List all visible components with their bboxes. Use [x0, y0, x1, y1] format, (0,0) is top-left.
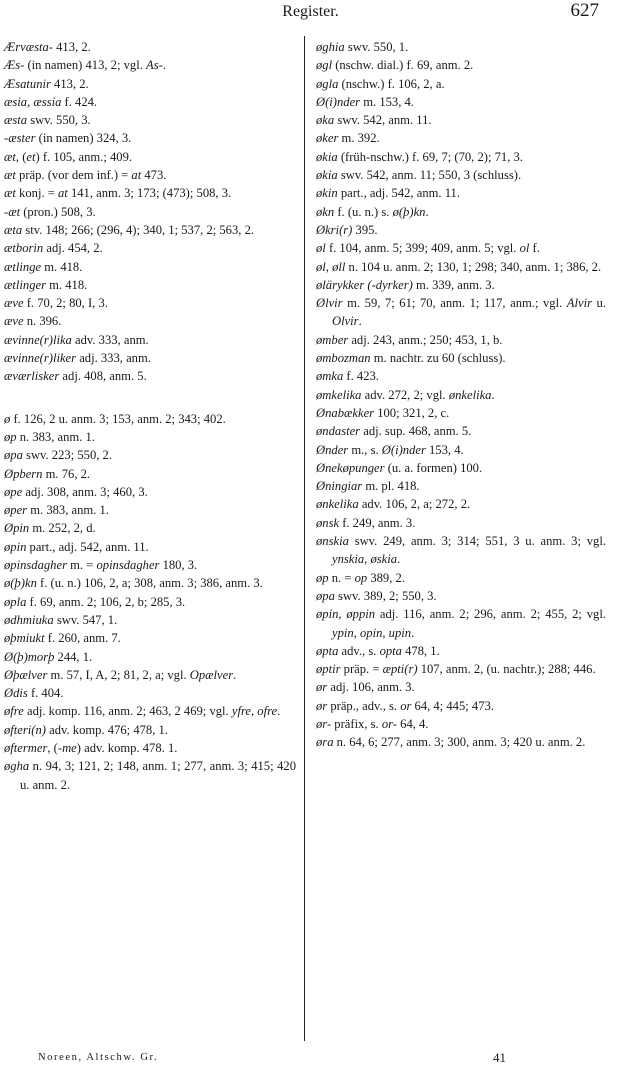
entry-headword: opinsdagher	[96, 558, 160, 573]
entry-headword: æsta	[4, 113, 28, 128]
entry-reference: f.	[529, 241, 540, 256]
entry-reference: adv. komp. 476; 478, 1.	[45, 722, 168, 737]
index-entry	[4, 111, 296, 129]
entry-headword: Ø(þ)morþ	[4, 649, 55, 664]
index-entry	[316, 495, 606, 513]
entry-headword: ødhmiuka	[4, 612, 54, 627]
index-entry	[4, 428, 296, 446]
index-entry	[316, 203, 606, 221]
entry-headword: ø(þ)kn	[4, 576, 37, 591]
entry-reference: swv. 550, 3.	[27, 113, 91, 128]
entry-reference: 100; 321, 2, c.	[374, 405, 450, 420]
index-entry	[316, 422, 606, 440]
index-entry	[316, 331, 606, 349]
index-entry	[316, 184, 606, 202]
sheet-number: 41	[493, 1050, 506, 1065]
entry-reference: m. 339, anm. 3.	[412, 277, 495, 292]
entry-headword: ølärykker (-dyrker)	[316, 277, 413, 292]
entry-reference: 473.	[141, 168, 167, 183]
entry-headword: Olvir	[332, 314, 359, 329]
entry-reference: konj. =	[15, 186, 58, 201]
index-entry	[4, 38, 296, 56]
index-entry	[4, 258, 296, 276]
entry-reference: präp., adv., s.	[327, 698, 401, 713]
entry-headword: ætborin	[4, 241, 44, 256]
entry-headword: or-	[381, 716, 397, 731]
entry-reference: m. 383, anm. 1.	[27, 503, 109, 518]
entry-reference: f. 126, 2 u. anm. 3; 153, anm. 2; 343; 402.	[10, 411, 226, 426]
entry-headword: æve	[4, 296, 24, 311]
entry-headword: Æsatunir	[4, 76, 51, 91]
entry-headword: Opælver	[189, 667, 234, 682]
index-entry	[316, 715, 606, 733]
index-entry	[4, 331, 296, 349]
index-entry	[4, 519, 296, 537]
section-gap	[4, 386, 296, 410]
index-entry	[316, 660, 606, 678]
index-entry	[4, 757, 296, 794]
entry-reference: adj. 106, anm. 3.	[327, 680, 415, 695]
index-entry	[4, 221, 296, 239]
entry-headword: øka	[316, 113, 335, 128]
entry-headword: Ø(i)nder	[316, 94, 361, 109]
entry-headword: øþmiukt	[4, 631, 45, 646]
entry-reference: m. =	[66, 558, 97, 573]
entry-reference: adv. 272, 2; vgl.	[361, 387, 449, 402]
entry-headword: Øþælver	[4, 667, 48, 682]
entry-headword: øpinsdagher	[4, 558, 67, 573]
entry-reference: adv. 106, 2, a; 272, 2.	[358, 497, 471, 512]
entry-headword: op	[354, 570, 368, 585]
entry-reference: 413, 2.	[50, 76, 89, 91]
page-number: 627	[570, 0, 599, 21]
entry-reference: swv. 542, anm. 11; 550, 3 (schluss).	[337, 168, 522, 183]
entry-headword: øfre	[4, 704, 24, 719]
entry-headword: As-	[146, 58, 163, 73]
entry-reference: , (	[15, 149, 27, 164]
index-entry	[316, 258, 606, 276]
entry-headword: ø(þ)kn	[392, 204, 426, 219]
index-entry	[316, 441, 606, 459]
entry-headword: øra	[316, 735, 334, 750]
entry-headword: ømkelika	[316, 387, 362, 402]
entry-reference: swv. 249, anm. 3; 314; 551, 3 u. anm. 3; vgl.	[348, 534, 606, 549]
index-entry	[4, 702, 296, 720]
index-entry	[4, 56, 296, 74]
index-entry	[316, 569, 606, 587]
entry-headword: Ø(i)nder	[381, 442, 426, 457]
index-entry	[4, 203, 296, 221]
index-entry	[4, 721, 296, 739]
entry-headword: øker	[316, 131, 339, 146]
entry-reference: adj. 308, anm. 3; 460, 3.	[22, 484, 148, 499]
entry-reference: 107, anm. 2, (u. nachtr.); 288; 446.	[417, 662, 596, 677]
entry-headword: æt	[4, 149, 16, 164]
entry-reference: .	[358, 314, 362, 329]
entry-reference: adj. komp. 116, anm. 2; 463, 2 469; vgl.	[23, 704, 232, 719]
entry-reference: f. 104, anm. 5; 399; 409, anm. 5; vgl.	[325, 241, 520, 256]
entry-reference: stv. 148; 266; (296, 4); 340, 1; 537, 2; 563, 2.	[22, 222, 255, 237]
entry-reference: m. 392.	[338, 131, 380, 146]
index-entry	[4, 410, 296, 428]
entry-reference: adj. 243, anm.; 250; 453, 1, b.	[348, 332, 503, 347]
entry-reference: 64, 4; 445; 473.	[411, 698, 494, 713]
entry-reference: adj. 116, anm. 2; 296, anm. 2; 455, 2; vgl.	[375, 607, 606, 622]
entry-reference: m. 418.	[45, 277, 88, 292]
right-column	[316, 38, 606, 752]
entry-headword: øptir	[316, 662, 341, 677]
entry-headword: ør-	[316, 716, 332, 731]
entry-headword: øl	[316, 241, 326, 256]
entry-headword: yfre, ofre	[231, 704, 278, 719]
entry-headword: øpa	[4, 448, 23, 463]
entry-reference: m. 59, 7; 61; 70, anm. 1; 117, anm.; vgl.	[342, 296, 567, 311]
index-entry	[316, 367, 606, 385]
index-entry	[316, 38, 606, 56]
entry-reference: (nschw. dial.) f. 69, anm. 2.	[332, 58, 474, 73]
column-divider	[304, 36, 305, 1041]
index-entry	[4, 556, 296, 574]
index-entry	[316, 532, 606, 569]
entry-reference: , (	[47, 740, 58, 755]
entry-reference: 153, 4.	[425, 442, 464, 457]
entry-headword: Økri(r)	[316, 222, 353, 237]
entry-reference: swv. 389, 2; 550, 3.	[334, 588, 437, 603]
entry-headword: ømka	[316, 369, 344, 384]
index-entry	[4, 483, 296, 501]
index-entry	[316, 477, 606, 495]
entry-reference: (pron.) 508, 3.	[20, 204, 96, 219]
entry-reference: ) adv. komp. 478. 1.	[76, 740, 178, 755]
index-entry	[316, 587, 606, 605]
entry-headword: ævinne(r)lika	[4, 332, 72, 347]
entry-headword: ævinne(r)liker	[4, 351, 77, 366]
entry-reference: part., adj. 542, anm. 11.	[337, 186, 460, 201]
entry-reference: .	[411, 625, 415, 640]
entry-reference: .	[233, 667, 237, 682]
entry-headword: Alvir	[566, 296, 592, 311]
running-title: Register.	[282, 3, 339, 20]
index-entry	[4, 239, 296, 257]
index-entry	[316, 514, 606, 532]
index-entry	[4, 312, 296, 330]
index-entry	[316, 75, 606, 93]
index-entry	[4, 538, 296, 556]
entry-headword: æværlisker	[4, 369, 60, 384]
entry-headword: ønskia	[316, 534, 349, 549]
index-entry	[4, 184, 296, 202]
entry-headword: et	[26, 149, 36, 164]
index-entry	[4, 465, 296, 483]
entry-headword: Ødis	[4, 686, 28, 701]
entry-reference: swv. 547, 1.	[53, 612, 118, 627]
entry-reference: (u. a. formen) 100.	[384, 460, 483, 475]
entry-reference: ) f. 105, anm.; 409.	[35, 149, 133, 164]
entry-headword: -æster	[4, 131, 36, 146]
entry-headword: øpe	[4, 484, 23, 499]
entry-headword: opta	[379, 643, 402, 658]
entry-reference: (nschw.) f. 106, 2, a.	[338, 76, 445, 91]
entry-reference: 413, 2.	[52, 40, 91, 54]
entry-reference: präp. =	[340, 662, 383, 677]
entry-headword: Ølvir	[316, 296, 343, 311]
entry-reference: n. 94, 3; 121, 2; 148, anm. 1; 277, anm. 3; 415; 420 u. anm. 2.	[20, 759, 296, 792]
entry-reference: (in namen) 324, 3.	[35, 131, 132, 146]
entry-reference: swv. 550, 1.	[344, 40, 409, 54]
entry-headword: øndaster	[316, 424, 361, 439]
entry-reference: f. 249, anm. 3.	[339, 515, 416, 530]
index-entry	[4, 446, 296, 464]
entry-reference: f. (u. n.) s.	[334, 204, 393, 219]
entry-reference: n. 104 u. anm. 2; 130, 1; 298; 340, anm. 1; 386, 2.	[345, 259, 602, 274]
entry-reference: part., adj. 542, anm. 11.	[26, 539, 149, 554]
entry-headword: æve	[4, 314, 24, 329]
index-entry	[316, 697, 606, 715]
entry-headword: Ønder	[316, 442, 349, 457]
index-entry	[316, 93, 606, 111]
entry-reference: .	[425, 204, 429, 219]
entry-reference: m. 76, 2.	[42, 466, 91, 481]
entry-headword: æpti(r)	[382, 662, 418, 677]
entry-headword: ynskia, øskia	[332, 552, 398, 567]
index-entry	[316, 239, 606, 257]
entry-headword: øftermer	[4, 740, 48, 755]
index-entry	[4, 367, 296, 385]
index-entry	[4, 93, 296, 111]
entry-headword: æsia, æssia	[4, 94, 62, 109]
entry-reference: swv. 223; 550, 2.	[22, 448, 112, 463]
entry-headword: ol	[519, 241, 530, 256]
entry-reference: adv., s.	[338, 643, 380, 658]
entry-reference: .	[277, 704, 281, 719]
entry-headword: økia	[316, 168, 338, 183]
entry-headword: ømbozman	[316, 351, 371, 366]
entry-headword: øgha	[4, 759, 30, 774]
index-entry	[4, 501, 296, 519]
entry-reference: m. nachtr. zu 60 (schluss).	[370, 351, 506, 366]
entry-reference: swv. 542, anm. 11.	[334, 113, 432, 128]
entry-reference: (früh-nschw.) f. 69, 7; (70, 2); 71, 3.	[337, 149, 523, 164]
entry-reference: (in namen) 413, 2; vgl.	[24, 58, 147, 73]
index-entry	[316, 386, 606, 404]
index-entry	[4, 666, 296, 684]
index-entry	[4, 129, 296, 147]
index-entry	[4, 574, 296, 592]
entry-reference: 64, 4.	[397, 716, 429, 731]
entry-reference: f. 69, anm. 2; 106, 2, b; 285, 3.	[26, 594, 186, 609]
entry-reference: n. 64, 6; 277, anm. 3; 300, anm. 3; 420 u. anm. 2.	[333, 735, 586, 750]
entry-headword: ønsk	[316, 515, 340, 530]
entry-reference: adj. 454, 2.	[43, 241, 103, 256]
entry-reference: 244, 1.	[54, 649, 93, 664]
entry-reference: m. 57, I, A, 2; 81, 2, a; vgl.	[47, 667, 190, 682]
entry-headword: øgl	[316, 58, 333, 73]
entry-headword: økin	[316, 186, 338, 201]
index-entry	[4, 684, 296, 702]
entry-headword: -æt	[4, 204, 21, 219]
entry-reference: m. 418.	[41, 259, 83, 274]
index-entry	[316, 349, 606, 367]
entry-headword: Ønekøpunger	[316, 460, 385, 475]
entry-headword: at	[131, 168, 142, 183]
index-entry	[4, 629, 296, 647]
entry-headword: Øpbern	[4, 466, 43, 481]
index-entry	[4, 349, 296, 367]
entry-headword: øpta	[316, 643, 339, 658]
entry-reference: f. (u. n.) 106, 2, a; 308, anm. 3; 386, anm. 3.	[36, 576, 263, 591]
entry-headword: øghia	[316, 40, 345, 54]
entry-headword: øp	[4, 429, 17, 444]
entry-reference: präfix, s.	[331, 716, 382, 731]
entry-headword: Øningiar	[316, 479, 363, 494]
index-entry	[316, 56, 606, 74]
entry-headword: ønkelika	[316, 497, 359, 512]
entry-reference: f. 423.	[343, 369, 379, 384]
entry-headword: ætlinge	[4, 259, 42, 274]
entry-headword: ø	[4, 411, 11, 426]
entry-headword: Ønabækker	[316, 405, 375, 420]
entry-headword: ør	[316, 698, 328, 713]
index-entry	[316, 733, 606, 751]
entry-reference: m. 153, 4.	[360, 94, 414, 109]
index-entry	[316, 166, 606, 184]
entry-headword: Ærvæsta-	[4, 40, 53, 54]
index-entry	[316, 148, 606, 166]
entry-reference: f. 404.	[27, 686, 64, 701]
signature-mark: Noreen, Altschw. Gr.	[38, 1052, 159, 1063]
index-entry	[316, 642, 606, 660]
index-entry	[4, 294, 296, 312]
entry-reference: 180, 3.	[159, 558, 198, 573]
entry-reference: n. =	[328, 570, 355, 585]
index-entry	[316, 459, 606, 477]
entry-headword: øper	[4, 503, 28, 518]
index-entry	[4, 593, 296, 611]
left-column	[4, 38, 296, 794]
index-entry	[4, 166, 296, 184]
entry-headword: øpla	[4, 594, 27, 609]
entry-headword: øpin, øppin	[316, 607, 376, 622]
index-entry	[4, 276, 296, 294]
entry-headword: øp	[316, 570, 329, 585]
entry-headword: Æs-	[4, 58, 25, 73]
entry-reference: m. 252, 2, d.	[29, 521, 96, 536]
entry-reference: f. 70, 2; 80, I, 3.	[23, 296, 108, 311]
entry-headword: or	[400, 698, 412, 713]
entry-reference: 478, 1.	[401, 643, 440, 658]
entry-reference: 389, 2.	[367, 570, 405, 585]
entry-headword: øl, øll	[316, 259, 346, 274]
entry-reference: m. pl. 418.	[362, 479, 420, 494]
entry-headword: øfteri(n)	[4, 722, 46, 737]
index-entry	[316, 221, 606, 239]
index-entry	[4, 611, 296, 629]
entry-reference: adv. 333, anm.	[71, 332, 149, 347]
entry-headword: økia	[316, 149, 338, 164]
index-entry	[316, 605, 606, 642]
entry-headword: at	[58, 186, 68, 201]
entry-reference: u.	[591, 296, 606, 311]
entry-reference: präp. (vor dem inf.) =	[15, 168, 132, 183]
entry-headword: økn	[316, 204, 335, 219]
entry-reference: m., s.	[348, 442, 382, 457]
entry-headword: øpin	[4, 539, 27, 554]
entry-reference: .	[491, 387, 495, 402]
entry-headword: æt	[4, 168, 16, 183]
entry-reference: f. 424.	[61, 94, 98, 109]
entry-reference: n. 396.	[23, 314, 62, 329]
index-entry	[4, 739, 296, 757]
index-entry	[4, 148, 296, 166]
entry-headword: ømber	[316, 332, 349, 347]
index-entry	[4, 75, 296, 93]
index-entry	[316, 404, 606, 422]
index-entry	[316, 276, 606, 294]
entry-reference: n. 383, anm. 1.	[16, 429, 95, 444]
entry-reference: 141, anm. 3; 173; (473); 508, 3.	[67, 186, 232, 201]
entry-headword: -me	[57, 740, 77, 755]
entry-headword: Øpin	[4, 521, 30, 536]
entry-reference: 395.	[352, 222, 378, 237]
entry-headword: øpa	[316, 588, 335, 603]
entry-reference: .	[397, 552, 401, 567]
index-entry	[316, 129, 606, 147]
index-entry	[316, 294, 606, 331]
entry-headword: ønkelika	[448, 387, 492, 402]
entry-headword: ætlinger	[4, 277, 46, 292]
entry-reference: .	[162, 58, 166, 73]
entry-headword: øgla	[316, 76, 339, 91]
entry-reference: adj. 408, anm. 5.	[59, 369, 147, 384]
entry-headword: æta	[4, 222, 23, 237]
entry-headword: ør	[316, 680, 328, 695]
index-entry	[316, 678, 606, 696]
entry-reference: adj. sup. 468, anm. 5.	[360, 424, 472, 439]
entry-headword: ypin, opin, upin	[332, 625, 412, 640]
entry-reference: adj. 333, anm.	[76, 351, 151, 366]
entry-headword: æt	[4, 186, 16, 201]
index-entry	[316, 111, 606, 129]
entry-reference: f. 260, anm. 7.	[44, 631, 121, 646]
index-entry	[4, 648, 296, 666]
